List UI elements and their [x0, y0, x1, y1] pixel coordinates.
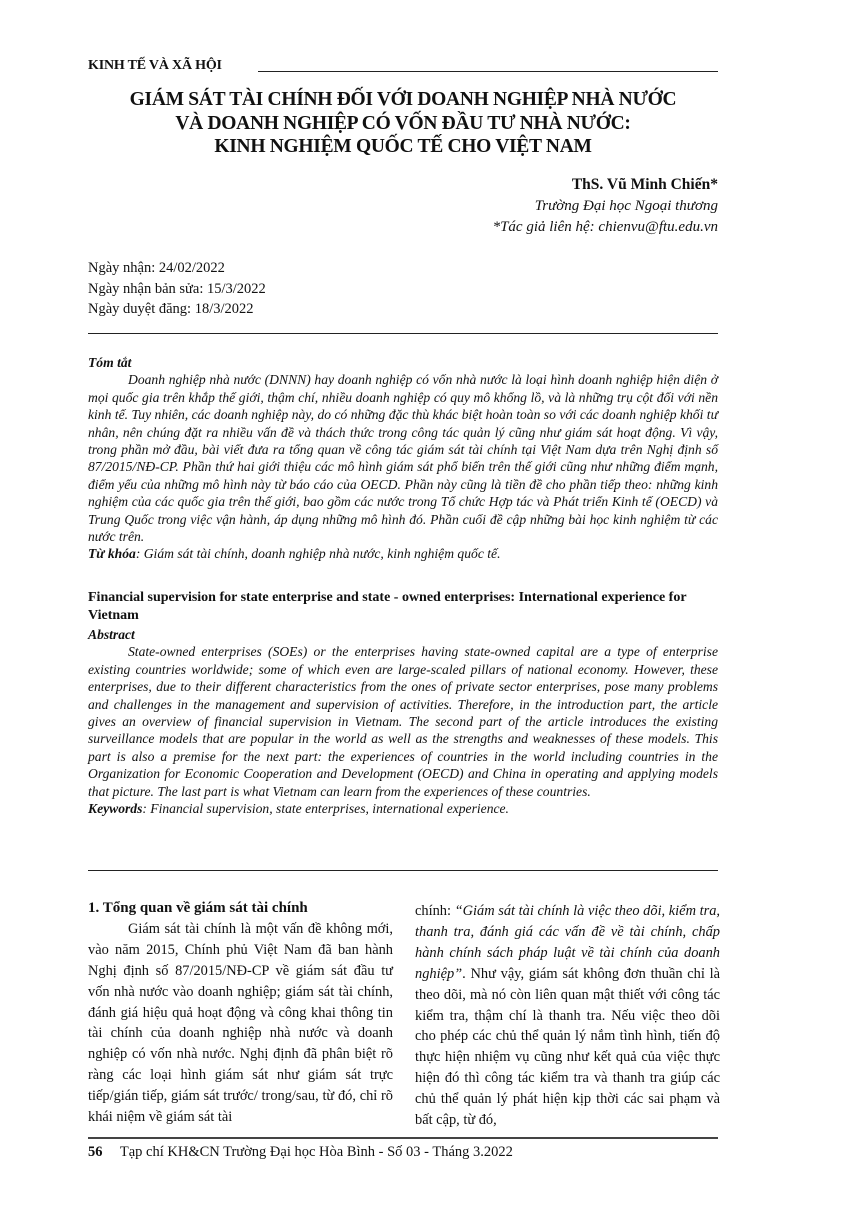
page-number: 56: [88, 1144, 103, 1160]
author-contact: *Tác giả liên hệ: chienvu@ftu.edu.vn: [492, 219, 718, 235]
author-name: ThS. Vũ Minh Chiến*: [571, 176, 718, 193]
date-revised: Ngày nhận bản sửa: 15/3/2022: [88, 280, 266, 297]
definition-quote: “Giám sát tài chính là việc theo dõi, kiểm tra, thanh tra, đánh giá các vấn đề về tài chính, chấp hành chính sách pháp luật về tài chính của doanh nghiệp”: [415, 903, 720, 982]
journal-info: Tạp chí KH&CN Trường Đại học Hòa Bình - Số 03 - Tháng 3.2022: [119, 1144, 513, 1160]
section-label: KINH TẾ VÀ XÃ HỘI: [88, 58, 222, 73]
author-affiliation: Trường Đại học Ngoại thương: [534, 197, 718, 214]
body-column-right: [415, 901, 720, 1131]
keywords-label: Keywords: [88, 801, 143, 817]
abstract-body: State-owned enterprises (SOEs) or the enterprises having state-owned capital are a type of enterprise existing countries worldwide; some of which even are large-scaled pillars of national economy. However, these enterprises, due to their different characteristics from the ones of private sector enterprises, pose many problems and challenges in the management and supervision of activities. Therefore, in the introduction part, the article gives an overview of financial supervision in Vietnam. The second part of the article introduces the existing surveillance models that are popular in the world as well as the strengths and weaknesses of these models. This part is also a premise for the next part: the experiences of countries in the world including countries in the Organization for Economic Cooperation and Development (OECD) and China in operating and applying models that picture. The last part is what Vietnam can learn from the experiences of these countries.: [88, 644, 718, 799]
header-rule: [258, 71, 718, 72]
title-line: VÀ DOANH NGHIỆP CÓ VỐN ĐẦU TƯ NHÀ NƯỚC:: [175, 112, 631, 134]
english-title: Financial supervision for state enterprise and state - owned enterprises: International experience for Vietnam: [88, 590, 687, 623]
divider: [88, 870, 718, 871]
article-title: [88, 88, 718, 159]
keywords: [88, 545, 718, 562]
title-line: GIÁM SÁT TÀI CHÍNH ĐỐI VỚI DOANH NGHIỆP NHÀ NƯỚC: [129, 89, 677, 110]
title-line: KINH NGHIỆM QUỐC TẾ CHO VIỆT NAM: [214, 136, 592, 157]
abstract-english: [88, 626, 718, 817]
abstract-vietnamese: [88, 354, 718, 563]
page-footer: [88, 1144, 513, 1161]
abstract-heading: Tóm tắt: [88, 355, 132, 370]
body-column-left: [88, 898, 393, 1128]
section-heading: 1. Tổng quan về giám sát tài chính: [88, 900, 308, 916]
abstract-heading: Abstract: [88, 627, 135, 642]
body-text: . Như vậy, giám sát không đơn thuần chỉ là theo dõi, mà nó còn liên quan mật thiết với công tác kiểm tra, thậm chí là thanh tra. Nếu việc theo dõi cho phép các chủ thể quản lý nắm tình hình, tiến độ thực hiện nhiệm vụ cũng như kết quả của việc thực hiện đó thì công tác kiểm tra và thanh tra giúp các chủ thể quản lý phát hiện kịp thời các sai phạm và bất cập, từ đó,: [415, 965, 720, 1129]
abstract-body: Doanh nghiệp nhà nước (DNNN) hay doanh nghiệp có vốn nhà nước là loại hình doanh nghiệp hiện diện ở mọi quốc gia trên khắp thế giới, thậm chí, nhiều doanh nghiệp có quy mô khổng lồ, và là những trụ cột đối với nền kinh tế. Tuy nhiên, các doanh nghiệp này, do có những đặc thù khác biệt hoàn toàn so với các doanh nghiệp khối tư nhân, nên chúng đặt ra nhiều vấn đề và thách thức trong công tác quản lý cũng như giám sát hoạt động. Vì vậy, trong phần mở đầu, bài viết đưa ra tổng quan về công tác giám sát tài chính tại Việt Nam dựa trên Nghị định số 87/2015/NĐ-CP. Phần thứ hai giới thiệu các mô hình giám sát phổ biến trên thế giới cũng như những điểm mạnh, điểm yếu của những mô hình này từ báo cáo của OECD. Phần này cũng là tiền đề cho phần tiếp theo: những kinh nghiệm của các quốc gia trên thế giới, bao gồm các nước trong Tổ chức Hợp tác và Phát triển Kinh tế (OECD) và Trung Quốc trong việc vận hành, áp dụng những mô hình đó. Phần cuối đề cập những bài học kinh nghiệm từ các nước trên.: [88, 372, 718, 545]
article-dates: [88, 258, 266, 320]
date-accepted: Ngày duyệt đăng: 18/3/2022: [88, 301, 254, 317]
keywords-label: Từ khóa: [88, 546, 136, 562]
running-header: [88, 58, 718, 76]
body-text: chính:: [415, 903, 455, 919]
author-block: [493, 174, 718, 239]
keywords-text: : Giám sát tài chính, doanh nghiệp nhà nước, kinh nghiệm quốc tế.: [135, 546, 501, 562]
keywords: [88, 800, 718, 817]
footer-rule: [88, 1137, 718, 1139]
date-received: Ngày nhận: 24/02/2022: [88, 260, 225, 276]
divider: [88, 333, 718, 334]
body-paragraph: Giám sát tài chính là một vấn đề không mới, vào năm 2015, Chính phủ Việt Nam đã ban hành Nghị định số 87/2015/NĐ-CP về giám sát đầu tư vốn nhà nước vào doanh nghiệp; giám sát tài chính, đánh giá hiệu quả hoạt động và công khai thông tin tài chính của doanh nghiệp nhà nước và doanh nghiệp có vốn nhà nước. Nghị định đã phân biệt rõ ràng các loại hình giám sát như giám sát trực tiếp/gián tiếp, giám sát trước/ trong/sau, từ đó, chỉ rõ khái niệm về giám sát tài: [88, 920, 393, 1126]
keywords-text: : Financial supervision, state enterprises, international experience.: [142, 801, 509, 817]
